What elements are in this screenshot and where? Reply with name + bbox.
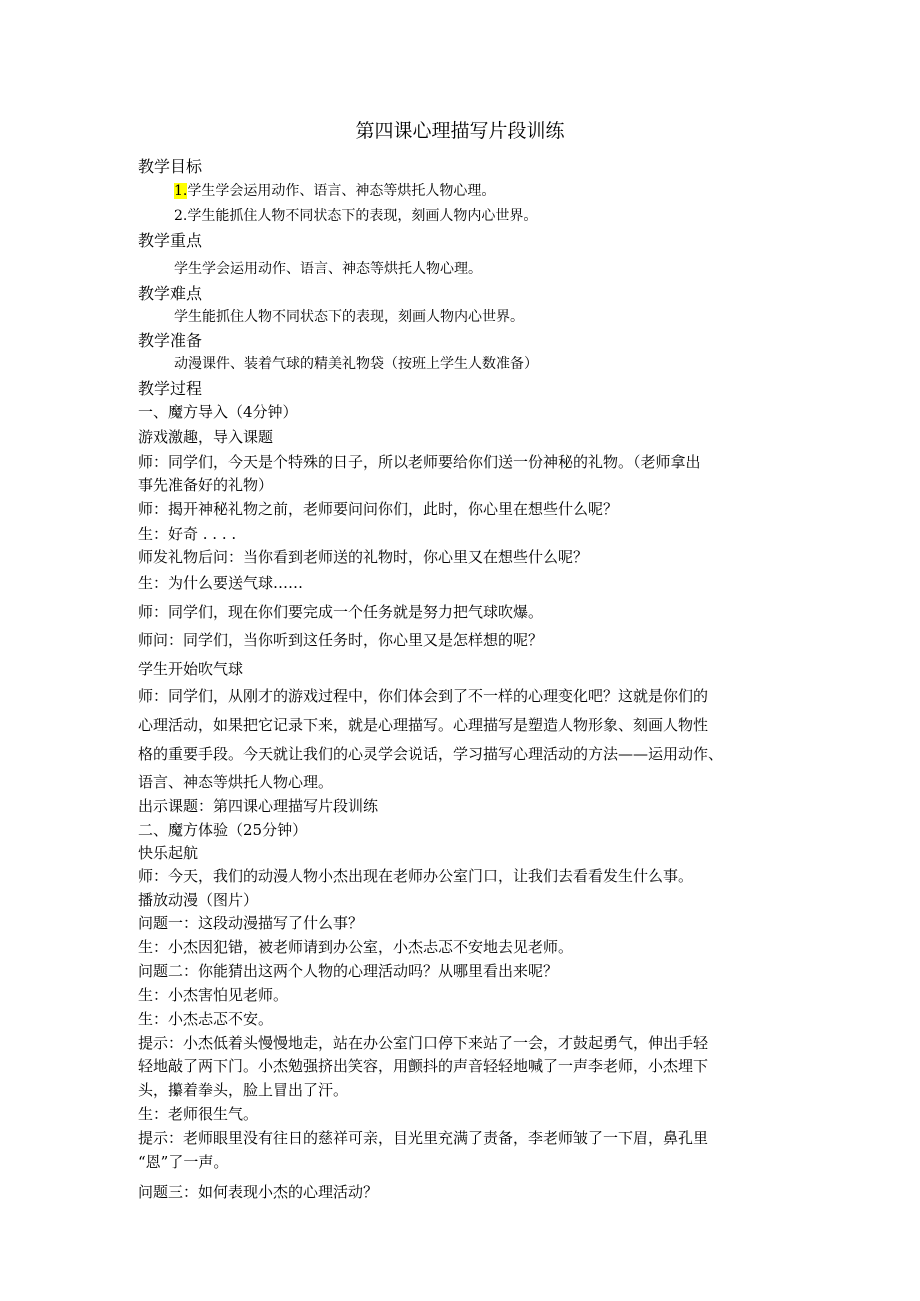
heading-teaching-focus: 教学重点 [138, 231, 203, 250]
paragraph-line: 师：同学们，从刚才的游戏过程中，你们体会到了不一样的心理变化吧？这就是你们的 [138, 687, 709, 705]
goal-2: 2.学生能抓住人物不同状态下的表现，刻画人物内心世界。 [174, 208, 538, 224]
heading-teaching-difficulty: 教学难点 [138, 284, 203, 303]
paragraph-line: 生：小杰忐忑不安。 [138, 1010, 274, 1028]
heading-teaching-goals: 教学目标 [138, 157, 203, 176]
paragraph-line: 提示：小杰低着头慢慢地走，站在办公室门口停下来站了一会，才鼓起勇气，伸出手轻 [138, 1034, 709, 1052]
paragraph-line: 播放动漫（图片） [138, 891, 259, 909]
paragraph-line: 格的重要手段。今天就让我们的心灵学会说话，学习描写心理活动的方法——运用动作、 [138, 745, 724, 763]
paragraph-line: 出示课题：第四课心理描写片段训练 [138, 797, 379, 815]
paragraph-line: 生：好奇 . . . . [138, 525, 237, 543]
paragraph-line: 生：小杰害怕见老师。 [138, 986, 289, 1004]
paragraph-line: 问题三：如何表现小杰的心理活动？ [138, 1183, 379, 1201]
section-1-heading: 一、魔方导入（4分钟） [138, 403, 298, 421]
paragraph-line: 头，攥着拳头，脸上冒出了汗。 [138, 1081, 349, 1099]
paragraph-line: 师：同学们，现在你们要完成一个任务就是努力把气球吹爆。 [138, 603, 544, 621]
paragraph-line: 问题二：你能猜出这两个人物的心理活动吗？从哪里看出来呢？ [138, 962, 559, 980]
paragraph-line: 快乐起航 [138, 844, 199, 862]
paragraph-line: 提示：老师眼里没有往日的慈祥可亲，目光里充满了责备，李老师皱了一下眉，鼻孔里 [138, 1129, 709, 1147]
paragraph-line: 师问：同学们，当你听到这任务时，你心里又是怎样想的呢？ [138, 631, 544, 649]
focus-text: 学生学会运用动作、语言、神态等烘托人物心理。 [174, 261, 482, 277]
paragraph-line: 事先准备好的礼物） [138, 476, 274, 494]
document-title: 第四课心理描写片段训练 [355, 120, 565, 142]
paragraph-line: 学生开始吹气球 [138, 660, 244, 678]
goal-1-text: 学生学会运用动作、语言、神态等烘托人物心理。 [187, 183, 496, 199]
paragraph-line: 师：揭开神秘礼物之前，老师要问问你们，此时，你心里在想些什么呢？ [138, 500, 619, 518]
paragraph-line: 游戏激趣，导入课题 [138, 428, 274, 446]
paragraph-line: 生：老师很生气。 [138, 1105, 259, 1123]
paragraph-line: 问题一：这段动漫描写了什么事？ [138, 914, 364, 932]
section-2-heading: 二、魔方体验（25分钟） [138, 821, 308, 839]
paragraph-line: 师：同学们，今天是个特殊的日子，所以老师要给你们送一份神秘的礼物。（老师拿出 [138, 453, 701, 471]
paragraph-line: “恩”了一声。 [138, 1153, 229, 1171]
heading-teaching-preparation: 教学准备 [138, 331, 203, 350]
paragraph-line: 师：今天，我们的动漫人物小杰出现在老师办公室门口，让我们去看看发生什么事。 [138, 867, 694, 885]
paragraph-line: 生：小杰因犯错，被老师请到办公室，小杰忐忑不安地去见老师。 [138, 938, 574, 956]
paragraph-line: 生：为什么要送气球…… [138, 574, 304, 592]
difficulty-text: 学生能抓住人物不同状态下的表现，刻画人物内心世界。 [174, 309, 524, 325]
preparation-text: 动漫课件、装着气球的精美礼物袋（按班上学生人数准备） [174, 356, 538, 372]
paragraph-line: 心理活动，如果把它记录下来，就是心理描写。心理描写是塑造人物形象、刻画人物性 [138, 716, 709, 734]
paragraph-line: 轻地敲了两下门。小杰勉强挤出笑容，用颤抖的声音轻轻地喊了一声李老师，小杰埋下 [138, 1057, 709, 1075]
heading-teaching-process: 教学过程 [138, 379, 203, 398]
highlight-mark: 1. [174, 183, 188, 199]
goal-1 [174, 181, 495, 201]
paragraph-line: 语言、神态等烘托人物心理。 [138, 773, 334, 791]
paragraph-line: 师发礼物后问：当你看到老师送的礼物时，你心里又在想些什么呢？ [138, 548, 589, 566]
